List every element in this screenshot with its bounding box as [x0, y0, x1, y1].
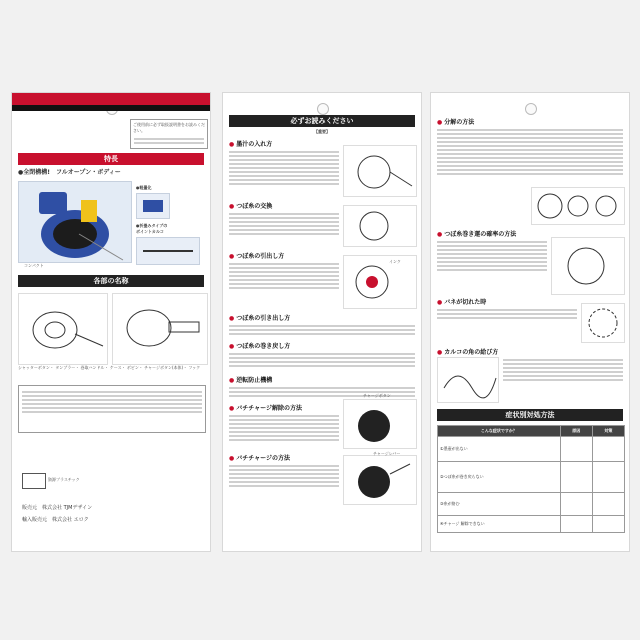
- karko-diagram: [437, 357, 499, 403]
- parts-diagram-left: [18, 293, 108, 365]
- part-label-tumbler: タンブラー: [55, 365, 76, 370]
- importer-text: 輸入販売元 株式会社 エロク: [22, 517, 89, 523]
- black-band: [12, 105, 210, 111]
- charge-icon: [344, 400, 416, 448]
- section-pull-out-2: ● つぼ糸の引き出し方: [229, 313, 290, 322]
- part-label-handle: 巻取ハンドル: [80, 365, 105, 370]
- row-cause: [560, 493, 592, 516]
- compact-caption: コンパクト: [24, 263, 44, 268]
- row-action: [592, 493, 624, 516]
- parts-diagram-right: [112, 293, 208, 365]
- section-thread-change: ● つぼ糸の交換: [229, 201, 272, 210]
- hang-hole: [317, 103, 329, 115]
- row-symptom: ④チャージ 解除できない: [438, 516, 561, 533]
- table-row: [438, 516, 625, 533]
- feature-headline: ●全閉構構! フルオープン・ボディー: [18, 169, 121, 176]
- thread-diagram: [343, 205, 417, 247]
- row-symptom: ②つぼ糸が巻き戻らない: [438, 462, 561, 493]
- row-symptom: ①墨壺が出ない: [438, 437, 561, 462]
- parts-title: 各部の名称: [18, 275, 204, 287]
- row-action: [592, 437, 624, 462]
- table-row: [438, 462, 625, 493]
- trouble-title: 症状別対処方法: [437, 409, 623, 421]
- small-photo-2: [136, 237, 200, 265]
- section-karko: ● カルコの角の給び方: [437, 347, 498, 356]
- ink-diagram: [343, 145, 417, 197]
- recycle-icon: [22, 473, 46, 489]
- label-charge-button: チャージボタン: [363, 393, 391, 398]
- ink-reel-icon: [344, 146, 416, 196]
- section-winding: ● つぼ糸巻き運の確率の方法: [437, 229, 516, 238]
- product-photo: [18, 181, 132, 263]
- row-cause: [560, 516, 592, 533]
- feature-title: 特長: [18, 153, 204, 165]
- row-cause: [560, 437, 592, 462]
- section-spring: ● バネが切れた時: [437, 297, 486, 306]
- parts-exploded-icon: [532, 188, 624, 224]
- section-charge-release: ● バチチャージ解除の方法: [229, 403, 302, 412]
- table-row: [438, 493, 625, 516]
- notice-box: [130, 119, 208, 149]
- awl-icon: [137, 238, 199, 264]
- red-band: [12, 93, 210, 105]
- charge-diagram: [343, 455, 417, 505]
- part-label-bobbin: ボビン: [126, 365, 139, 370]
- knot-icon: [438, 358, 498, 402]
- charge-lever-icon: [344, 456, 416, 504]
- row-action: [592, 462, 624, 493]
- side-label-2: ●折畳みタイプの ボイントカルコ: [136, 223, 168, 234]
- col-symptom: こんな症状ですか？: [438, 426, 561, 437]
- section-charge: ● バチチャージの方法: [229, 453, 290, 462]
- table-row: [438, 437, 625, 462]
- important-subtitle: 【重要】: [314, 129, 330, 134]
- must-read-title: 必ずお読みください: [229, 115, 415, 127]
- panel-troubleshooting: [430, 92, 630, 552]
- label-charge-lever: チャージレバー: [373, 451, 401, 456]
- pull-diagram: [343, 255, 417, 309]
- row-cause: [560, 462, 592, 493]
- section-disassembly: ● 分解の方法: [437, 117, 474, 126]
- col-action: 対策: [592, 426, 624, 437]
- small-photo-1: [136, 193, 170, 219]
- winding-icon: [552, 238, 624, 294]
- winding-diagram: [551, 237, 625, 295]
- part-label-hook: フック: [188, 365, 201, 370]
- spring-diagram: [581, 303, 625, 343]
- panel-features: [11, 92, 211, 552]
- parts-right-icon: [113, 294, 207, 364]
- thread-reel-icon: [344, 206, 416, 246]
- recycle-label: 資源プラスチック: [48, 477, 80, 482]
- device-icon: [137, 194, 169, 218]
- tape-product-icon: [19, 182, 131, 262]
- trouble-table: [437, 425, 625, 533]
- section-ink: ● 墨汁の入れ方: [229, 139, 272, 148]
- charge-release-diagram: [343, 399, 417, 449]
- panel-instructions: [222, 92, 422, 552]
- warning-box: [18, 385, 206, 433]
- parts-left-icon: [19, 294, 107, 364]
- part-label-shutter: シャッターボタン: [18, 365, 50, 370]
- side-label-1: ●軽量化: [136, 185, 152, 190]
- row-action: [592, 516, 624, 533]
- row-symptom: ③糸が絡む: [438, 493, 561, 516]
- col-cause: 原因: [560, 426, 592, 437]
- hang-hole: [525, 103, 537, 115]
- parts-labels: シャッターボタン・ タンブラー・ 巻取ハンドル・ ケース・ ボビン・ チャージボタン(本体)・ フック: [18, 365, 201, 370]
- part-label-case: ケース: [109, 365, 122, 370]
- section-anti-reverse: ● 逆転防止機構: [229, 375, 272, 384]
- label-ink: インク: [389, 259, 401, 264]
- section-pull-out: ● つぼ糸の引出し方: [229, 251, 284, 260]
- disassembly-diagram: [531, 187, 625, 225]
- pull-icon: [344, 256, 416, 308]
- spring-icon: [582, 304, 624, 342]
- section-rewind: ● つぼ糸の巻き戻し方: [229, 341, 290, 350]
- part-label-charge: チャージボタン(本体): [144, 365, 184, 370]
- maker-text: 販売元 株式会社 TJMデザイン: [22, 505, 93, 511]
- notice-text: ご使用前に必ず取扱説明書をお読みください。: [133, 122, 205, 133]
